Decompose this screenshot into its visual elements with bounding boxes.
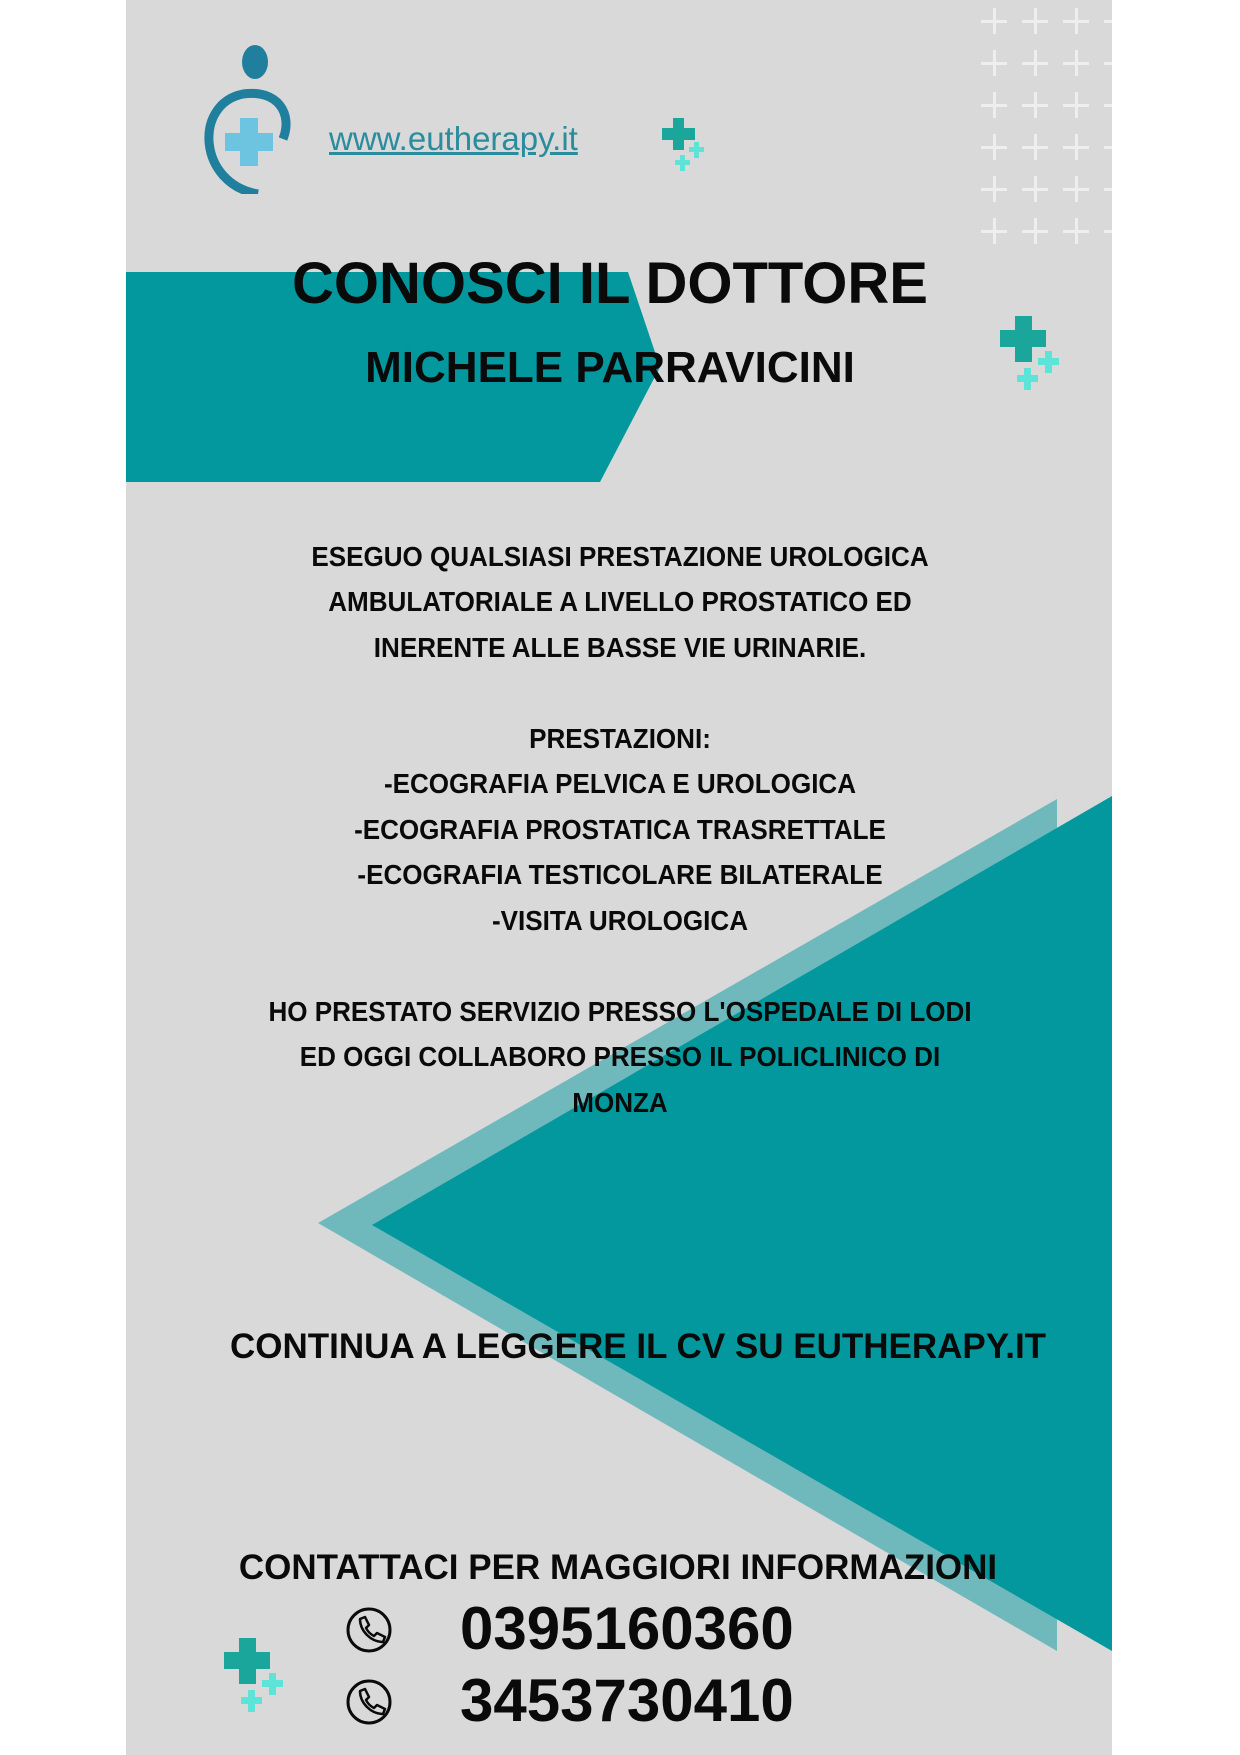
phone-icon (345, 1678, 393, 1726)
medical-cross-icon (662, 118, 712, 178)
services-heading: PRESTAZIONI: (529, 723, 711, 754)
experience-line: HO PRESTATO SERVIZIO PRESSO L'OSPEDALE DI LODI (268, 996, 972, 1027)
grid-cross-icon (1063, 176, 1089, 202)
grid-cross-icon (1022, 50, 1048, 76)
grid-cross-icon (1104, 92, 1112, 118)
grid-cross-icon (1022, 134, 1048, 160)
grid-cross-icon (1104, 134, 1112, 160)
grid-cross-icon (1063, 8, 1089, 34)
grid-cross-icon (981, 134, 1007, 160)
phone-number[interactable]: 0395160360 (460, 1595, 794, 1662)
website-link[interactable]: www.eutherapy.it (329, 120, 578, 157)
grid-cross-icon (981, 176, 1007, 202)
grid-cross-icon (1022, 218, 1048, 244)
grid-cross-icon (1063, 218, 1089, 244)
grid-cross-icon (981, 8, 1007, 34)
grid-cross-icon (1022, 8, 1048, 34)
experience-line: ED OGGI COLLABORO PRESSO IL POLICLINICO DI (299, 1041, 941, 1072)
title-heading: CONOSCI IL DOTTORE (292, 251, 928, 316)
grid-cross-icon (1063, 134, 1089, 160)
experience-line: MONZA (572, 1087, 668, 1118)
grid-cross-icon (1063, 50, 1089, 76)
logo-icon (198, 44, 308, 194)
cv-call-to-action: CONTINUA A LEGGERE IL CV SU EUTHERAPY.IT (229, 1327, 1047, 1366)
service-item: -ECOGRAFIA PELVICA E UROLOGICA (383, 768, 857, 799)
grid-cross-icon (981, 218, 1007, 244)
grid-cross-icon (1104, 176, 1112, 202)
doctor-name: MICHELE PARRAVICINI (365, 343, 855, 392)
service-item: -ECOGRAFIA PROSTATICA TRASRETTALE (354, 814, 886, 845)
intro-line: INERENTE ALLE BASSE VIE URINARIE. (373, 632, 867, 663)
contact-heading: CONTATTACI PER MAGGIORI INFORMAZIONI (238, 1548, 998, 1587)
phone-icon (345, 1606, 393, 1654)
grid-cross-icon (1104, 218, 1112, 244)
medical-cross-icon (224, 1638, 294, 1718)
grid-cross-icon (1104, 8, 1112, 34)
phone-number[interactable]: 3453730410 (460, 1667, 794, 1734)
grid-cross-icon (1063, 92, 1089, 118)
service-item: -ECOGRAFIA TESTICOLARE BILATERALE (357, 859, 883, 890)
grid-cross-icon (981, 92, 1007, 118)
decorative-cross-grid (981, 8, 1112, 243)
grid-cross-icon (981, 50, 1007, 76)
service-item: -VISITA UROLOGICA (491, 905, 749, 936)
grid-cross-icon (1104, 50, 1112, 76)
grid-cross-icon (1022, 92, 1048, 118)
intro-line: ESEGUO QUALSIASI PRESTAZIONE UROLOGICA (311, 541, 929, 572)
grid-cross-icon (1022, 176, 1048, 202)
intro-line: AMBULATORIALE A LIVELLO PROSTATICO ED (328, 586, 912, 617)
